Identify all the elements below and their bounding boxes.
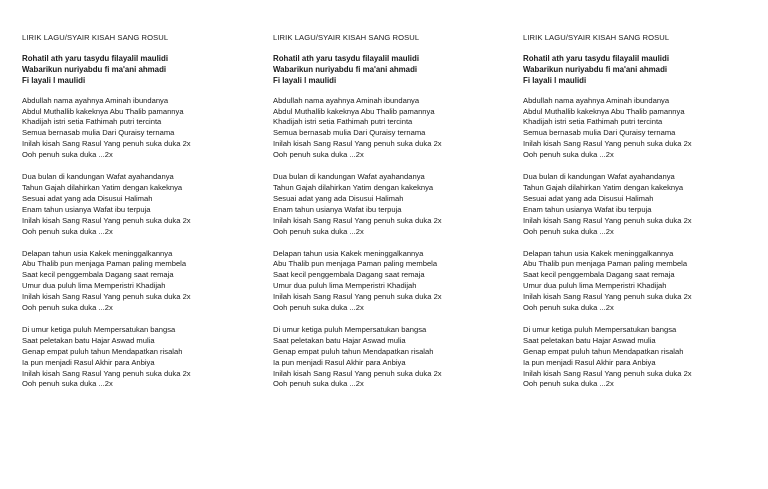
lyric-line: Enam tahun usianya Wafat ibu terpuja — [273, 204, 402, 214]
document-title: LIRIK LAGU/SYAIR KISAH SANG ROSUL — [523, 33, 670, 42]
lyric-line: Genap empat puluh tahun Mendapatkan risalah — [523, 346, 684, 356]
lyric-line: Ooh penuh suka duka ...2x — [273, 303, 364, 313]
lyric-line: Ia pun menjadi Rasul Akhir para Anbiya — [22, 357, 155, 367]
lyric-line: Inilah kisah Sang Rasul Yang penuh suka duka 2x — [22, 292, 191, 302]
stanza-2 — [273, 172, 511, 237]
lyric-line: Inilah kisah Sang Rasul Yang penuh suka duka 2x — [523, 139, 692, 149]
lyric-line: Abdul Muthallib kakeknya Abu Thalib pamannya — [523, 106, 685, 116]
lyric-line: Di umur ketiga puluh Mempersatukan bangsa — [273, 324, 427, 334]
lyric-line: Abu Thalib pun menjaga Paman paling membela — [22, 259, 187, 269]
lyric-line: Umur dua puluh lima Memperistri Khadijah — [273, 281, 417, 291]
lyric-line: Ooh penuh suka duka ...2x — [22, 150, 113, 160]
lyric-line: Ooh penuh suka duka ...2x — [273, 379, 364, 389]
intro-line: Wabarikun nuriyabdu fi ma'ani ahmadi — [273, 64, 418, 74]
lyric-line: Khadijah istri setia Fathimah putri tercinta — [523, 117, 663, 127]
lyric-line: Semua bernasab mulia Dari Quraisy ternama — [22, 128, 175, 138]
lyric-line: Inilah kisah Sang Rasul Yang penuh suka duka 2x — [273, 368, 442, 378]
lyric-line: Semua bernasab mulia Dari Quraisy ternama — [273, 128, 426, 138]
intro-line: Rohatil ath yaru tasydu filayalil maulidi — [523, 53, 670, 63]
lyric-line: Ooh penuh suka duka ...2x — [273, 226, 364, 236]
lyric-line: Abdullah nama ayahnya Aminah ibundanya — [523, 95, 670, 105]
lyric-line: Saat kecil penggembala Dagang saat remaja — [273, 270, 425, 280]
lyric-line: Inilah kisah Sang Rasul Yang penuh suka duka 2x — [273, 215, 442, 225]
intro-line: Rohatil ath yaru tasydu filayalil maulidi — [273, 53, 420, 63]
lyrics-column-3 — [523, 33, 761, 401]
lyric-line: Genap empat puluh tahun Mendapatkan risalah — [22, 346, 183, 356]
lyric-line: Inilah kisah Sang Rasul Yang penuh suka duka 2x — [273, 292, 442, 302]
lyric-line: Ooh penuh suka duka ...2x — [523, 379, 614, 389]
lyric-line: Ia pun menjadi Rasul Akhir para Anbiya — [523, 357, 656, 367]
intro-block — [22, 54, 260, 87]
lyric-line: Ooh penuh suka duka ...2x — [22, 226, 113, 236]
lyric-line: Tahun Gajah dilahirkan Yatim dengan kakeknya — [523, 182, 684, 192]
lyric-line: Sesuai adat yang ada Disusui Halimah — [523, 193, 654, 203]
lyric-line: Ia pun menjadi Rasul Akhir para Anbiya — [273, 357, 406, 367]
lyric-line: Abu Thalib pun menjaga Paman paling membela — [273, 259, 438, 269]
intro-line: Wabarikun nuriyabdu fi ma'ani ahmadi — [523, 64, 668, 74]
lyric-line: Ooh penuh suka duka ...2x — [22, 379, 113, 389]
lyric-line: Tahun Gajah dilahirkan Yatim dengan kakeknya — [273, 182, 434, 192]
lyric-line: Khadijah istri setia Fathimah putri tercinta — [273, 117, 413, 127]
lyric-line: Genap empat puluh tahun Mendapatkan risalah — [273, 346, 434, 356]
lyrics-column-1 — [22, 33, 260, 401]
lyric-line: Abdullah nama ayahnya Aminah ibundanya — [22, 95, 169, 105]
stanza-3 — [273, 249, 511, 314]
lyric-line: Delapan tahun usia Kakek meninggalkannya — [273, 248, 424, 258]
intro-line: Fi layali l maulidi — [523, 75, 587, 85]
intro-line: Wabarikun nuriyabdu fi ma'ani ahmadi — [22, 64, 167, 74]
lyric-line: Abdullah nama ayahnya Aminah ibundanya — [273, 95, 420, 105]
lyric-line: Delapan tahun usia Kakek meninggalkannya — [523, 248, 674, 258]
document-title: LIRIK LAGU/SYAIR KISAH SANG ROSUL — [273, 33, 420, 42]
lyric-line: Tahun Gajah dilahirkan Yatim dengan kakeknya — [22, 182, 183, 192]
stanza-1 — [523, 96, 761, 161]
lyric-line: Dua bulan di kandungan Wafat ayahandanya — [273, 172, 425, 182]
lyric-line: Sesuai adat yang ada Disusui Halimah — [22, 193, 153, 203]
lyric-line: Dua bulan di kandungan Wafat ayahandanya — [523, 172, 675, 182]
lyric-line: Inilah kisah Sang Rasul Yang penuh suka duka 2x — [22, 368, 191, 378]
stanza-3 — [22, 249, 260, 314]
intro-line: Rohatil ath yaru tasydu filayalil maulidi — [22, 53, 169, 63]
lyric-line: Abdul Muthallib kakeknya Abu Thalib pamannya — [22, 106, 184, 116]
stanza-1 — [22, 96, 260, 161]
lyric-line: Inilah kisah Sang Rasul Yang penuh suka duka 2x — [273, 139, 442, 149]
lyric-line: Khadijah istri setia Fathimah putri tercinta — [22, 117, 162, 127]
lyric-line: Saat peletakan batu Hajar Aswad mulia — [22, 335, 155, 345]
intro-block — [273, 54, 511, 87]
lyric-line: Inilah kisah Sang Rasul Yang penuh suka duka 2x — [22, 215, 191, 225]
stanza-2 — [523, 172, 761, 237]
lyric-line: Di umur ketiga puluh Mempersatukan bangsa — [22, 324, 176, 334]
lyric-line: Ooh penuh suka duka ...2x — [523, 226, 614, 236]
lyric-line: Enam tahun usianya Wafat ibu terpuja — [22, 204, 151, 214]
lyric-line: Saat peletakan batu Hajar Aswad mulia — [523, 335, 656, 345]
lyric-line: Umur dua puluh lima Memperistri Khadijah — [22, 281, 166, 291]
lyric-line: Dua bulan di kandungan Wafat ayahandanya — [22, 172, 174, 182]
lyric-line: Abdul Muthallib kakeknya Abu Thalib pamannya — [273, 106, 435, 116]
lyric-line: Saat kecil penggembala Dagang saat remaja — [22, 270, 174, 280]
lyric-line: Umur dua puluh lima Memperistri Khadijah — [523, 281, 667, 291]
lyric-line: Di umur ketiga puluh Mempersatukan bangsa — [523, 324, 677, 334]
stanza-4 — [273, 325, 511, 390]
lyric-line: Ooh penuh suka duka ...2x — [22, 303, 113, 313]
intro-block — [523, 54, 761, 87]
stanza-4 — [523, 325, 761, 390]
lyric-line: Ooh penuh suka duka ...2x — [523, 303, 614, 313]
lyric-line: Semua bernasab mulia Dari Quraisy ternama — [523, 128, 676, 138]
lyric-line: Ooh penuh suka duka ...2x — [523, 150, 614, 160]
lyric-line: Saat kecil penggembala Dagang saat remaja — [523, 270, 675, 280]
lyric-line: Sesuai adat yang ada Disusui Halimah — [273, 193, 404, 203]
stanza-2 — [22, 172, 260, 237]
stanza-4 — [22, 325, 260, 390]
lyric-line: Inilah kisah Sang Rasul Yang penuh suka duka 2x — [523, 215, 692, 225]
intro-line: Fi layali l maulidi — [22, 75, 86, 85]
lyric-line: Delapan tahun usia Kakek meninggalkannya — [22, 248, 173, 258]
lyric-line: Abu Thalib pun menjaga Paman paling membela — [523, 259, 688, 269]
lyric-line: Inilah kisah Sang Rasul Yang penuh suka duka 2x — [523, 292, 692, 302]
lyric-line: Saat peletakan batu Hajar Aswad mulia — [273, 335, 406, 345]
intro-line: Fi layali l maulidi — [273, 75, 337, 85]
lyric-line: Inilah kisah Sang Rasul Yang penuh suka duka 2x — [523, 368, 692, 378]
lyrics-column-2 — [273, 33, 511, 401]
document-title: LIRIK LAGU/SYAIR KISAH SANG ROSUL — [22, 33, 169, 42]
lyric-line: Enam tahun usianya Wafat ibu terpuja — [523, 204, 652, 214]
lyric-line: Ooh penuh suka duka ...2x — [273, 150, 364, 160]
stanza-3 — [523, 249, 761, 314]
stanza-1 — [273, 96, 511, 161]
lyric-line: Inilah kisah Sang Rasul Yang penuh suka duka 2x — [22, 139, 191, 149]
